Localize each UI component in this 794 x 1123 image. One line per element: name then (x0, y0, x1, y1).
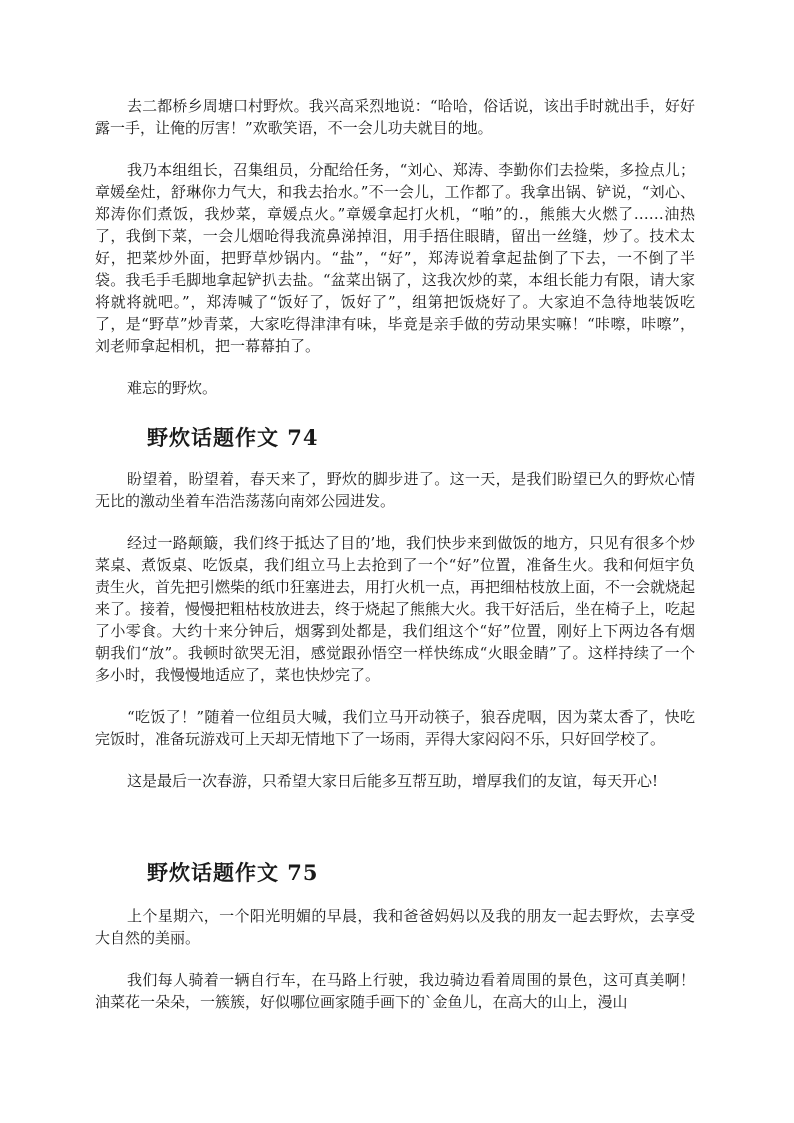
section-essay-74 (95, 468, 695, 792)
paragraph: 盼望着，盼望着，春天来了，野炊的脚步进了。这一天，是我们盼望已久的野炊心情无比的激动坐着车浩浩荡荡向南郊公园进发。 (95, 470, 695, 510)
essay-title-75: 野炊话题作文 75 (147, 860, 319, 885)
paragraph: “吃饭了！”随着一位组员大喊，我们立马开动筷子，狼吞虎咽，因为菜太香了，快吃完饭时，准备玩游戏可上天却无情地下了一场雨，弄得大家闷闷不乐，只好回学校了。 (95, 708, 695, 748)
section-essay-75 (95, 905, 695, 1013)
paragraph: 去二都桥乡周塘口村野炊。我兴高采烈地说：“哈哈，俗话说，该出手时就出手，好好露一手，让俺的厉害！”欢歌笑语，不一会儿功夫就目的地。 (95, 97, 695, 137)
paragraph: 这是最后一次春游，只希望大家日后能多互帮互助，增厚我们的友谊，每天开心! (127, 772, 659, 790)
essay-title-74: 野炊话题作文 74 (147, 425, 319, 450)
paragraph: 我们每人骑着一辆自行车，在马路上行驶，我边骑边看着周围的景色，这可真美啊！油菜花一朵朵，一簇簇，好似哪位画家随手画下的`金鱼儿，在高大的山上，漫山 (95, 971, 695, 1011)
paragraph: 我乃本组组长，召集组员，分配给任务，“刘心、郑涛、李勤你们去捡柴，多捡点儿；章媛垒灶，舒琳你力气大，和我去抬水。”不一会儿，工作都了。我拿出锅、铲说，“刘心、郑涛你们煮饭，我炒菜，章媛点火。”章媛拿起打火机，“啪”的.，熊熊大火燃了……油热了，我倒下菜，一会儿烟呛得我流鼻涕掉泪，用手捂住眼睛，留出一丝缝，炒了。技术太好，把菜炒外面，把野草炒锅内。“盐”，“好”，郑涛说着拿起盐倒了下去，一不倒了半袋。我毛手毛脚地拿起铲扒去盐。“盆菜出锅了，这我次炒的菜，本组长能力有限，请大家将就将就吧。”，郑涛喊了“饭好了，饭好了”，组第把饭烧好了。大家迫不急待地装饭吃了，是“野草”炒青菜，大家吃得津津有味，毕竟是亲手做的劳动果实嘛！“咔嚓，咔嚓”，刘老师拿起相机，把一幕幕拍了。 (95, 161, 695, 355)
paragraph: 上个星期六，一个阳光明媚的早晨，我和爸爸妈妈以及我的朋友一起去野炊，去享受大自然的美丽。 (95, 907, 695, 947)
paragraph: 经过一路颠簸，我们终于抵达了目的’地，我们快步来到做饭的地方，只见有很多个炒菜桌、煮饭桌、吃饭桌，我们组立马上去抢到了一个“好”位置，准备生火。我和何烜宇负责生火，首先把引燃柴的纸巾狂塞进去，用打火机一点，再把细枯枝放上面，不一会就烧起来了。接着，慢慢把粗枯枝放进去，终于烧起了熊熊大火。我干好活后，坐在椅子上，吃起了小零食。大约十来分钟后，烟雾到处都是，我们组这个“好”位置，刚好上下两边各有烟朝我们“放”。我顿时欲哭无泪，感觉跟孙悟空一样快练成“火眼金睛”了。这样持续了一个多小时，我慢慢地适应了，菜也快炒完了。 (95, 534, 696, 684)
paragraph: 难忘的野炊。 (127, 379, 218, 397)
section-intro (95, 95, 695, 399)
